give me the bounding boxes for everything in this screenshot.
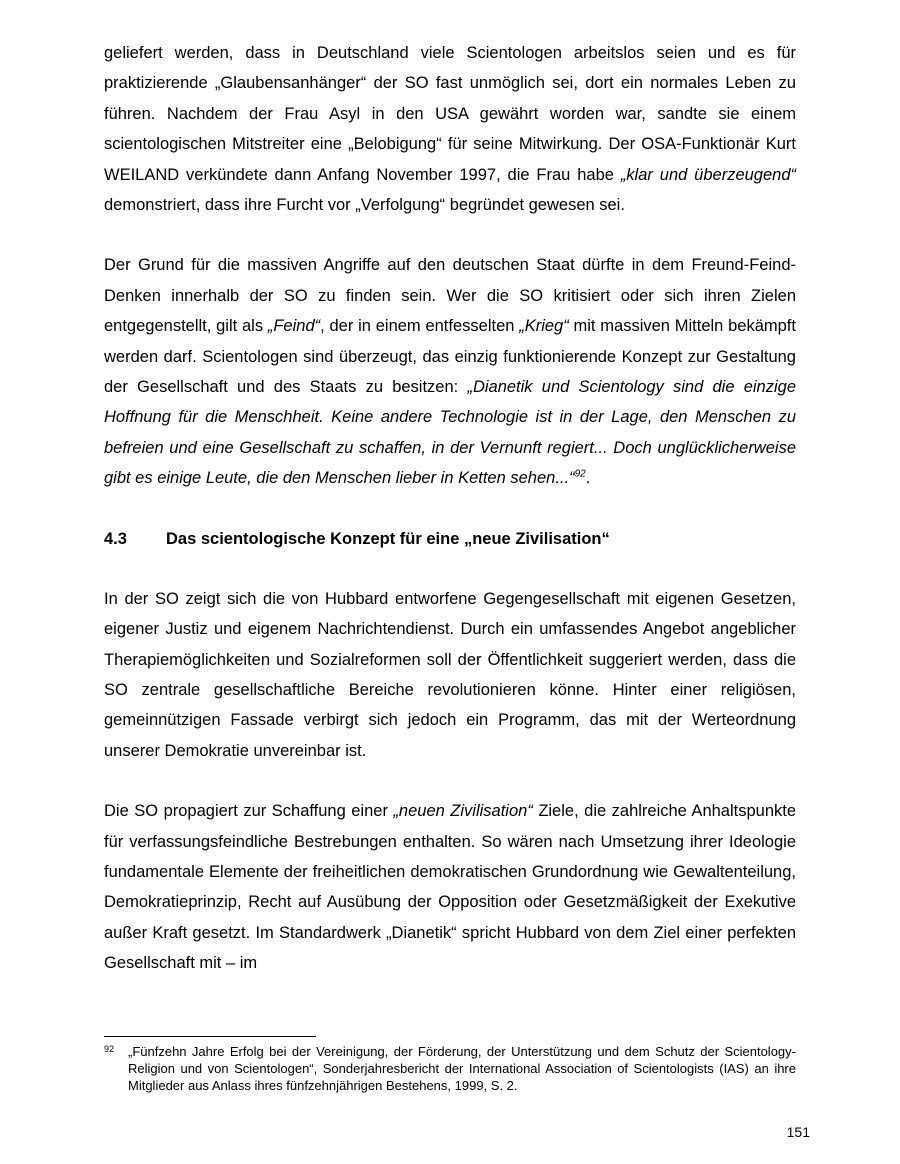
- page-number: 151: [786, 1124, 810, 1140]
- paragraph-4-italic: „neuen Zivilisation“: [393, 802, 533, 821]
- paragraph-2-text-b: , der in einem entfesselten: [320, 317, 520, 336]
- footnote-number: 92: [104, 1044, 115, 1054]
- paragraph-2-quote: „Dianetik und Scientology sind die einzige Hoffnung für die Menschheit. Keine andere Technologie ist in der Lage, den Menschen zu befreien und eine Gesellschaft zu schaffen, in der Vernunft regiert... Doch unglücklicherweise gibt es einige Leute, die den Menschen lieber in Ketten sehen...“: [104, 378, 796, 488]
- paragraph-1: [104, 38, 796, 220]
- page-body: [104, 38, 796, 979]
- section-title: Das scientologische Konzept für eine „neue Zivilisation“: [166, 529, 610, 548]
- paragraph-2-text-c: mit massiven Mitteln bekämpft werden darf. Scientologen sind überzeugt, das einzig funktionierende Konzept zur Gestaltung der Gesellschaft und des Staats zu besitzen:: [104, 317, 796, 397]
- section-number: 4.3: [104, 529, 127, 548]
- footnote-divider: [104, 1036, 316, 1037]
- paragraph-1-italic: „klar und überzeugend“: [620, 165, 796, 184]
- paragraph-4-text-a: Die SO propagiert zur Schaffung einer: [104, 802, 394, 821]
- paragraph-2: [104, 250, 796, 493]
- paragraph-2-text-a: Der Grund für die massiven Angriffe auf den deutschen Staat dürfte in dem Freund-Feind-Denken innerhalb der SO zu finden sein. Wer die SO kritisiert oder sich ihren Zielen entgegenstellt, gilt als: [104, 256, 796, 336]
- footnote-text: „Fünfzehn Jahre Erfolg bei der Vereinigung, der Förderung, der Unterstützung und dem Schutz der Scientology-Religion und von Scientologen“, Sonderjahresbericht der International Association of Scientologists (IAS) an ihre Mitglieder aus Anlass ihres fünfzehnjährigen Bestehens, 1999, S. 2.: [128, 1044, 796, 1093]
- paragraph-4: [104, 796, 796, 978]
- footnote: [104, 1043, 796, 1094]
- paragraph-2-krieg: „Krieg“: [519, 317, 569, 336]
- paragraph-4-text-b: Ziele, die zahlreiche Anhaltspunkte für verfassungsfeindliche Bestrebungen enthalten. So wären nach Umsetzung ihrer Ideologie fundamentale Elemente der freiheitlichen demokratischen Grundordnung wie Gewaltenteilung, Demokratieprinzip, Recht auf Ausübung der Opposition oder Gesetzmäßigkeit der Exekutive außer Kraft gesetzt. Im Standardwerk „Dianetik“ spricht Hubbard von dem Ziel einer perfekten Gesellschaft mit – im: [104, 802, 797, 973]
- paragraph-3: In der SO zeigt sich die von Hubbard entworfene Gegengesellschaft mit eigenen Gesetzen, eigener Justiz und eigenem Nachrichtendienst. Durch ein umfassendes Angebot angeblicher Therapiemöglichkeiten und Sozialreformen soll der Öffentlichkeit suggeriert werden, dass die SO zentrale gesellschaftliche Bereiche revolutionieren könne. Hinter einer religiösen, gemeinnützigen Fassade verbirgt sich jedoch ein Programm, das mit der Werteordnung unserer Demokratie unvereinbar ist.: [104, 589, 796, 760]
- paragraph-1-end: demonstriert, dass ihre Furcht vor „Verfolgung“ begründet gewesen sei.: [104, 196, 625, 215]
- paragraph-2-feind: „Feind“: [267, 317, 321, 336]
- paragraph-1-text: geliefert werden, dass in Deutschland viele Scientologen arbeitslos seien und es für praktizierende „Glaubensanhänger“ der SO fast unmöglich sei, dort ein normales Leben zu führen. Nachdem der Frau Asyl in den USA gewährt worden war, sandte sie einem scientologischen Mitstreiter eine „Belobigung“ für seine Mitwirkung. Der OSA-Funktionär Kurt WEILAND verkündete dann Anfang November 1997, die Frau habe: [104, 44, 796, 184]
- paragraph-2-end: .: [585, 469, 591, 488]
- section-heading: [104, 524, 796, 554]
- footnote-reference[interactable]: 92: [574, 468, 586, 480]
